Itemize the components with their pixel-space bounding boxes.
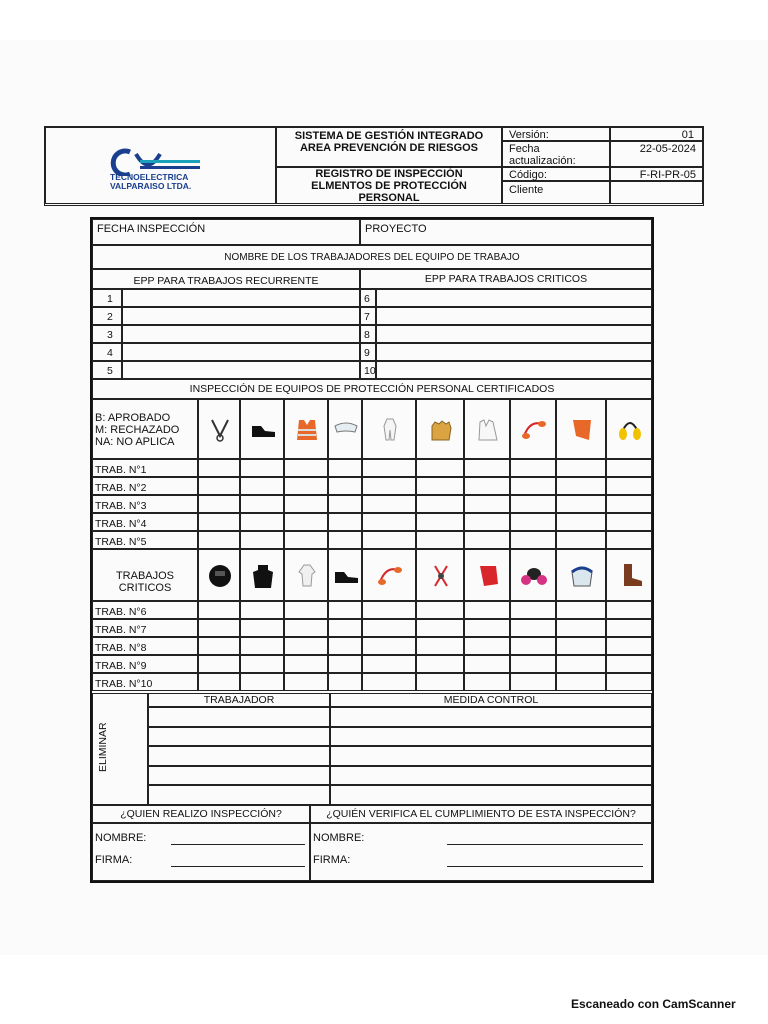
inspection-check-cell[interactable] xyxy=(240,477,284,495)
trab-label-cell xyxy=(92,673,198,691)
inspection-check-cell[interactable] xyxy=(362,601,416,619)
eliminar-medida-field[interactable] xyxy=(330,785,652,805)
trab-label: TRAB. N°7 xyxy=(95,624,147,636)
icon-cell xyxy=(510,549,556,601)
client-label-cell xyxy=(502,181,610,204)
inspection-check-cell[interactable] xyxy=(284,601,328,619)
inspection-check-cell[interactable] xyxy=(556,477,606,495)
row-number-cell xyxy=(92,361,122,379)
welding-apron-icon xyxy=(557,416,607,444)
reflective-vest-icon xyxy=(285,416,329,444)
inspection-check-cell[interactable] xyxy=(606,495,652,513)
icon-cell xyxy=(362,399,416,459)
inspection-check-cell[interactable] xyxy=(284,477,328,495)
inspection-check-cell[interactable] xyxy=(556,619,606,637)
inspection-check-cell[interactable] xyxy=(328,619,362,637)
inspection-check-cell[interactable] xyxy=(362,531,416,549)
epp-criticos-header xyxy=(360,269,652,289)
inspection-check-cell[interactable] xyxy=(606,601,652,619)
trab-label: TRAB. N°9 xyxy=(95,660,147,672)
safety-shoe-icon xyxy=(329,562,363,590)
epp-recurrente-label: EPP PARA TRABAJOS RECURRENTE xyxy=(133,275,319,287)
worker-name-field[interactable] xyxy=(122,289,360,307)
trab-label-cell xyxy=(92,531,198,549)
epp-criticos-label: EPP PARA TRABAJOS CRITICOS xyxy=(424,273,588,285)
inspection-check-cell[interactable] xyxy=(362,495,416,513)
trab-label: TRAB. N°8 xyxy=(95,642,147,654)
eliminar-trabajador-field[interactable] xyxy=(148,746,330,766)
harness-icon xyxy=(417,562,465,590)
white-gloves-icon xyxy=(465,416,511,444)
row-number: 1 xyxy=(107,293,113,305)
inspection-check-cell[interactable] xyxy=(416,655,464,673)
row-number: 8 xyxy=(364,329,370,341)
doc-title-1: REGISTRO DE INSPECCIÓN xyxy=(315,168,463,180)
trab-label: TRAB. N°2 xyxy=(95,482,147,494)
icon-cell xyxy=(240,549,284,601)
worker-name-field[interactable] xyxy=(376,343,652,361)
icon-cell xyxy=(362,549,416,601)
inspection-check-cell[interactable] xyxy=(328,477,362,495)
inspection-check-cell[interactable] xyxy=(464,531,510,549)
safety-shoe-icon xyxy=(241,416,285,444)
inspection-check-cell[interactable] xyxy=(416,477,464,495)
icon-cell xyxy=(198,399,240,459)
row-number-cell xyxy=(92,289,122,307)
safety-glasses-icon xyxy=(329,416,363,444)
trab-label: TRAB. N°5 xyxy=(95,536,147,548)
nombres-header xyxy=(92,245,652,269)
criticos-label-1: TRABAJOS xyxy=(115,570,175,582)
icon-cell xyxy=(240,399,284,459)
inspection-check-cell[interactable] xyxy=(416,673,464,691)
inspection-check-cell[interactable] xyxy=(284,619,328,637)
inspection-check-cell[interactable] xyxy=(328,495,362,513)
inspection-check-cell[interactable] xyxy=(510,531,556,549)
inspection-check-cell[interactable] xyxy=(416,495,464,513)
icon-cell xyxy=(556,549,606,601)
inspection-check-cell[interactable] xyxy=(556,655,606,673)
legend-cell xyxy=(92,399,198,459)
inspection-check-cell[interactable] xyxy=(198,459,240,477)
nombres-label: NOMBRE DE LOS TRABAJADORES DEL EQUIPO DE TRABAJO xyxy=(224,252,520,263)
inspection-check-cell[interactable] xyxy=(556,673,606,691)
inspection-check-cell[interactable] xyxy=(464,459,510,477)
criticos-cell xyxy=(92,549,198,601)
inspection-check-cell[interactable] xyxy=(240,655,284,673)
company-name-2: VALPARAISO LTDA. xyxy=(110,181,192,191)
icon-cell xyxy=(464,549,510,601)
quien-realizo-label: ¿QUIEN REALIZO INSPECCIÓN? xyxy=(120,808,282,820)
icon-cell xyxy=(416,549,464,601)
worker-name-field[interactable] xyxy=(122,325,360,343)
proyecto-label: PROYECTO xyxy=(365,223,427,235)
respirator-icon xyxy=(511,562,557,590)
inspection-check-cell[interactable] xyxy=(464,637,510,655)
inspection-check-cell[interactable] xyxy=(606,513,652,531)
inspection-check-cell[interactable] xyxy=(362,459,416,477)
inspection-check-cell[interactable] xyxy=(464,673,510,691)
document-header xyxy=(44,126,704,206)
inspection-check-cell[interactable] xyxy=(362,477,416,495)
inspection-check-cell[interactable] xyxy=(198,601,240,619)
inspection-check-cell[interactable] xyxy=(606,531,652,549)
row-number-cell xyxy=(360,343,376,361)
inspection-check-cell[interactable] xyxy=(198,637,240,655)
inspection-check-cell[interactable] xyxy=(416,637,464,655)
inspection-check-cell[interactable] xyxy=(362,673,416,691)
icon-cell xyxy=(416,399,464,459)
inspection-check-cell[interactable] xyxy=(416,531,464,549)
trab-label-cell xyxy=(92,513,198,531)
inspection-check-cell[interactable] xyxy=(240,673,284,691)
inspection-check-cell[interactable] xyxy=(328,637,362,655)
inspection-check-cell[interactable] xyxy=(464,495,510,513)
trab-label: TRAB. N°1 xyxy=(95,464,147,476)
medida-header xyxy=(330,693,652,707)
inspection-check-cell[interactable] xyxy=(198,513,240,531)
welding-mask-icon xyxy=(199,562,241,590)
row-number-cell xyxy=(360,361,376,379)
date-label-1: Fecha xyxy=(509,143,540,155)
trab-label: TRAB. N°3 xyxy=(95,500,147,512)
sleeve-icon xyxy=(465,562,511,590)
verifica-nombre-line[interactable] xyxy=(447,844,643,845)
code-label-cell xyxy=(502,167,610,181)
inspection-check-cell[interactable] xyxy=(328,673,362,691)
earmuffs-icon xyxy=(607,416,653,444)
inspection-check-cell[interactable] xyxy=(284,495,328,513)
medida-label: MEDIDA CONTROL xyxy=(443,694,539,706)
trab-label-cell xyxy=(92,619,198,637)
row-number-cell xyxy=(360,289,376,307)
trab-label-cell xyxy=(92,655,198,673)
logo-cell xyxy=(45,127,276,204)
inspection-check-cell[interactable] xyxy=(416,601,464,619)
trab-label: TRAB. N°4 xyxy=(95,518,147,530)
inspection-check-cell[interactable] xyxy=(556,513,606,531)
trab-label-cell xyxy=(92,637,198,655)
inspection-check-cell[interactable] xyxy=(198,477,240,495)
version-label: Versión: xyxy=(509,129,549,141)
icon-cell xyxy=(328,399,362,459)
inspection-check-cell[interactable] xyxy=(556,637,606,655)
inspection-check-cell[interactable] xyxy=(556,531,606,549)
criticos-label-2: CRITICOS xyxy=(118,582,172,594)
inspection-check-cell[interactable] xyxy=(198,531,240,549)
quien-verifica-label: ¿QUIÉN VERIFICA EL CUMPLIMIENTO DE ESTA INSPECCIÓN? xyxy=(326,808,636,820)
trabajador-label: TRABAJADOR xyxy=(203,694,275,706)
worker-name-field[interactable] xyxy=(122,361,360,379)
inspection-check-cell[interactable] xyxy=(240,513,284,531)
inspection-check-cell[interactable] xyxy=(510,459,556,477)
code-value-cell xyxy=(610,167,703,181)
trab-label-cell xyxy=(92,601,198,619)
inspection-check-cell[interactable] xyxy=(606,637,652,655)
inspection-check-cell[interactable] xyxy=(240,459,284,477)
worker-name-field[interactable] xyxy=(376,361,652,379)
inspection-check-cell[interactable] xyxy=(464,513,510,531)
client-value-cell xyxy=(610,181,703,204)
face-shield-icon xyxy=(557,562,607,590)
verifica-signature-cell xyxy=(310,823,652,881)
system-title-1: SISTEMA DE GESTIÓN INTEGRADO xyxy=(294,130,484,142)
eliminar-medida-field[interactable] xyxy=(330,707,652,727)
icon-cell xyxy=(328,549,362,601)
inspection-check-cell[interactable] xyxy=(328,459,362,477)
date-label-2: actualización: xyxy=(509,155,576,167)
inspection-check-cell[interactable] xyxy=(328,655,362,673)
inspection-check-cell[interactable] xyxy=(556,601,606,619)
realizo-firma-label: FIRMA: xyxy=(95,854,133,866)
inspection-check-cell[interactable] xyxy=(416,619,464,637)
row-number-cell xyxy=(360,325,376,343)
earplugs-icon xyxy=(511,416,557,444)
trabajador-header xyxy=(148,693,330,707)
row-number: 9 xyxy=(364,347,370,359)
client-label: Cliente xyxy=(509,184,544,196)
worker-name-field[interactable] xyxy=(376,307,652,325)
trab-label: TRAB. N°6 xyxy=(95,606,147,618)
inspection-check-cell[interactable] xyxy=(362,655,416,673)
code-value: F-RI-PR-05 xyxy=(639,169,696,181)
realizo-nombre-line[interactable] xyxy=(171,844,305,845)
system-title-2: AREA PREVENCIÓN DE RIESGOS xyxy=(299,142,479,154)
inspection-check-cell[interactable] xyxy=(606,477,652,495)
trab-label-cell xyxy=(92,477,198,495)
inspection-check-cell[interactable] xyxy=(510,495,556,513)
apron-icon xyxy=(241,562,285,590)
inspection-check-cell[interactable] xyxy=(240,601,284,619)
row-number-cell xyxy=(360,307,376,325)
version-value: 01 xyxy=(681,129,694,141)
boot-icon xyxy=(607,562,653,590)
code-label: Código: xyxy=(509,169,547,181)
inspection-check-cell[interactable] xyxy=(464,619,510,637)
verifica-firma-line[interactable] xyxy=(447,866,643,867)
proyecto-cell[interactable] xyxy=(360,219,652,245)
eliminar-trabajador-field[interactable] xyxy=(148,766,330,786)
inspection-check-cell[interactable] xyxy=(198,673,240,691)
inspection-form xyxy=(90,217,654,883)
inspection-check-cell[interactable] xyxy=(606,655,652,673)
fecha-cell[interactable] xyxy=(92,219,360,245)
icon-cell xyxy=(198,549,240,601)
inspection-check-cell[interactable] xyxy=(510,477,556,495)
row-number: 6 xyxy=(364,293,370,305)
row-number: 2 xyxy=(107,311,113,323)
inspection-check-cell[interactable] xyxy=(198,495,240,513)
leather-gloves-icon xyxy=(417,416,465,444)
inspection-check-cell[interactable] xyxy=(464,655,510,673)
eliminar-trabajador-field[interactable] xyxy=(148,727,330,747)
legend-aprobado: B: APROBADO xyxy=(95,412,171,424)
inspection-check-cell[interactable] xyxy=(328,531,362,549)
realizo-signature-cell xyxy=(92,823,310,881)
row-number: 7 xyxy=(364,311,370,323)
inspection-check-cell[interactable] xyxy=(284,637,328,655)
doc-title-3: PERSONAL xyxy=(358,192,420,204)
eliminar-label: ELIMINAR xyxy=(97,722,109,772)
inspection-check-cell[interactable] xyxy=(284,673,328,691)
earplugs-icon xyxy=(363,562,417,590)
legend-no-aplica: NA: NO APLICA xyxy=(95,436,175,448)
inspection-check-cell[interactable] xyxy=(556,459,606,477)
company-name-1: TECNOELECTRICA xyxy=(110,172,189,182)
date-value-cell xyxy=(610,141,703,167)
row-number-cell xyxy=(92,307,122,325)
fecha-label: FECHA INSPECCIÓN xyxy=(97,223,206,235)
worker-name-field[interactable] xyxy=(122,307,360,325)
legend-rechazado: M: RECHAZADO xyxy=(95,424,180,436)
icon-cell xyxy=(464,399,510,459)
inspection-check-cell[interactable] xyxy=(362,637,416,655)
inspection-check-cell[interactable] xyxy=(464,477,510,495)
system-title-cell xyxy=(276,127,502,167)
lanyard-icon xyxy=(199,416,241,444)
eliminar-trabajador-field[interactable] xyxy=(148,785,330,805)
inspection-check-cell[interactable] xyxy=(606,673,652,691)
date-value: 22-05-2024 xyxy=(639,143,696,155)
version-value-cell xyxy=(610,127,703,141)
inspection-check-cell[interactable] xyxy=(240,495,284,513)
realizo-nombre-label: NOMBRE: xyxy=(95,832,147,844)
inspection-check-cell[interactable] xyxy=(464,601,510,619)
worker-name-field[interactable] xyxy=(376,289,652,307)
inspection-check-cell[interactable] xyxy=(510,673,556,691)
inspection-check-cell[interactable] xyxy=(328,601,362,619)
row-number: 5 xyxy=(107,365,113,377)
inspection-check-cell[interactable] xyxy=(362,513,416,531)
epp-recurrente-header xyxy=(92,269,360,289)
trab-label: TRAB. N°10 xyxy=(95,678,153,690)
worker-name-field[interactable] xyxy=(122,343,360,361)
inspection-check-cell[interactable] xyxy=(198,619,240,637)
inspection-check-cell[interactable] xyxy=(416,459,464,477)
inspection-check-cell[interactable] xyxy=(284,655,328,673)
inspeccion-header xyxy=(92,379,652,399)
eliminar-medida-field[interactable] xyxy=(330,746,652,766)
doc-title-cell xyxy=(276,167,502,204)
inspection-check-cell[interactable] xyxy=(416,513,464,531)
inspection-check-cell[interactable] xyxy=(240,531,284,549)
row-number-cell xyxy=(92,325,122,343)
eliminar-cell xyxy=(92,693,148,805)
icon-cell xyxy=(284,399,328,459)
inspection-check-cell[interactable] xyxy=(284,513,328,531)
verifica-firma-label: FIRMA: xyxy=(313,854,351,866)
inspection-check-cell[interactable] xyxy=(606,619,652,637)
row-number: 10 xyxy=(364,365,376,377)
icon-cell xyxy=(284,549,328,601)
eliminar-medida-field[interactable] xyxy=(330,727,652,747)
quien-realizo-header xyxy=(92,805,310,823)
trab-label-cell xyxy=(92,495,198,513)
doc-title-2: ELMENTOS DE PROTECCIÓN xyxy=(311,180,467,192)
inspection-check-cell[interactable] xyxy=(362,619,416,637)
inspection-check-cell[interactable] xyxy=(510,513,556,531)
eliminar-medida-field[interactable] xyxy=(330,766,652,786)
inspection-check-cell[interactable] xyxy=(240,619,284,637)
inspection-check-cell[interactable] xyxy=(510,601,556,619)
inspection-check-cell[interactable] xyxy=(556,495,606,513)
version-label-cell xyxy=(502,127,610,141)
quien-verifica-header xyxy=(310,805,652,823)
inspection-check-cell[interactable] xyxy=(606,459,652,477)
inspection-check-cell[interactable] xyxy=(198,655,240,673)
inspection-check-cell[interactable] xyxy=(240,637,284,655)
inspection-check-cell[interactable] xyxy=(284,531,328,549)
worker-name-field[interactable] xyxy=(376,325,652,343)
scanner-watermark: Escaneado con CamScanner xyxy=(571,997,736,1011)
icon-cell xyxy=(556,399,606,459)
icon-cell xyxy=(606,399,652,459)
inspection-check-cell[interactable] xyxy=(284,459,328,477)
inspection-check-cell[interactable] xyxy=(510,619,556,637)
row-number-cell xyxy=(92,343,122,361)
eliminar-trabajador-field[interactable] xyxy=(148,707,330,727)
inspection-check-cell[interactable] xyxy=(510,637,556,655)
icon-cell xyxy=(510,399,556,459)
verifica-nombre-label: NOMBRE: xyxy=(313,832,365,844)
inspeccion-title: INSPECCIÓN DE EQUIPOS DE PROTECCIÓN PERSONAL CERTIFICADOS xyxy=(189,383,555,395)
row-number: 4 xyxy=(107,347,113,359)
white-coverall-icon xyxy=(285,562,329,590)
trab-label-cell xyxy=(92,459,198,477)
row-number: 3 xyxy=(107,329,113,341)
inspection-check-cell[interactable] xyxy=(510,655,556,673)
inspection-check-cell[interactable] xyxy=(328,513,362,531)
date-label-cell xyxy=(502,141,610,167)
realizo-firma-line[interactable] xyxy=(171,866,305,867)
icon-cell xyxy=(606,549,652,601)
coverall-icon xyxy=(363,416,417,444)
